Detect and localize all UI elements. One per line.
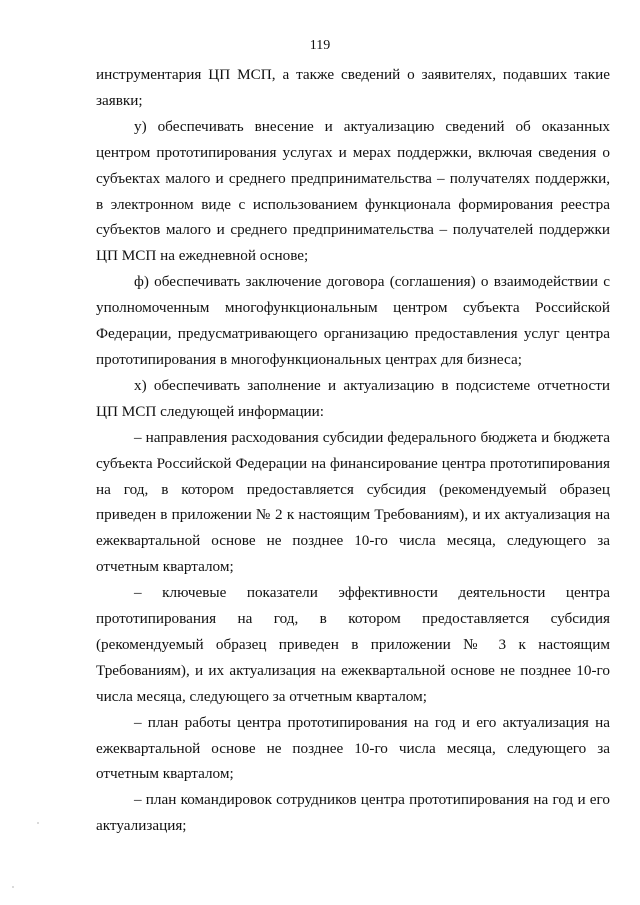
page-number: 119 xyxy=(309,38,331,53)
scan-artifact xyxy=(37,822,39,824)
list-item-subsidy-directions: – направления расходования субсидии федерального бюджета и бюджета субъекта Российской Федерации на финансирование центра прототипирования на год, в котором предоставляется субсидия (рекомендуемый образец приведен в приложении № 2 к настоящим Требованиям), и их актуализация на ежеквартальной основе не позднее 10-го числа месяца, следующего за отчетным кварталом; xyxy=(96,428,610,576)
paragraph-continuation: инструментария ЦП МСП, а также сведений о заявителях, подавших такие заявки; xyxy=(96,66,610,109)
list-item-business-trips: – план командировок сотрудников центра прототипирования на год и его актуализация; xyxy=(96,791,610,835)
paragraph-item-f: ф) обеспечивать заключение договора (соглашения) о взаимодействии с уполномоченным многофункциональным центром субъекта Российской Федерации, предусматривающего организацию предоставления услуг центра прототипирования в многофункциональных центрах для бизнеса; xyxy=(96,273,610,368)
body-text xyxy=(96,62,610,839)
paragraph-item-u: у) обеспечивать внесение и актуализацию сведений об оказанных центром прототипирования услугах и мерах поддержки, включая сведения о субъектах малого и среднего предпринимательства – получателях поддержки, в электронном виде с использованием функционала формирования реестра субъектов малого и среднего предпринимательства – получателей поддержки ЦП МСП на ежедневной основе; xyxy=(96,117,610,265)
paragraph-item-kh: х) обеспечивать заполнение и актуализацию в подсистеме отчетности ЦП МСП следующей информации: xyxy=(96,376,610,420)
list-item-kpi: – ключевые показатели эффективности деятельности центра прототипирования на год, в котором предоставляется субсидия (рекомендуемый образец приведен в приложении № 3 к настоящим Требованиям), и их актуализация на ежеквартальной основе не позднее 10-го числа месяца, следующего за отчетным кварталом; xyxy=(96,584,610,705)
scan-artifact xyxy=(12,886,14,888)
list-item-work-plan: – план работы центра прототипирования на год и его актуализация на ежеквартальной основе не позднее 10-го числа месяца, следующего за отчетным кварталом; xyxy=(96,713,610,783)
